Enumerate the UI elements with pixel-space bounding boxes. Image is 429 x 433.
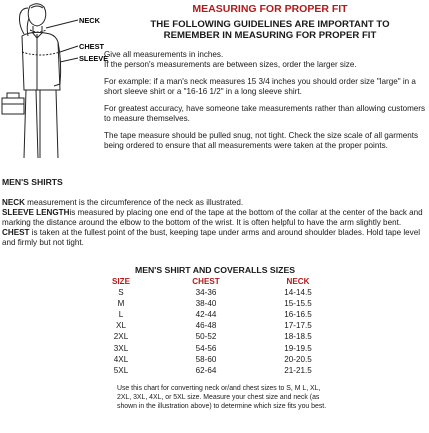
size-table-title: MEN'S SHIRT AND COVERALLS SIZES — [134, 265, 296, 275]
table-row — [88, 354, 338, 365]
table-row — [88, 331, 338, 342]
section-title: MEN'S SHIRTS — [2, 177, 63, 187]
neck-label: NECK — [79, 16, 100, 25]
size-chart-note: Use this chart for converting neck or/and chest sizes to S, M L, XL, 2XL, 3XL, 4XL, or 5XL size. Measure your chest size and neck (as shown in the illustration above) to determine which size fits you best. — [117, 385, 327, 410]
size-table-header-row — [88, 276, 338, 287]
neck-cell: 18-18.5 — [284, 332, 312, 342]
size-cell: S — [118, 288, 124, 298]
neck-cell: 20-20.5 — [284, 354, 312, 364]
chest-cell: 50-52 — [195, 332, 217, 342]
subtitle-line-2: REMEMBER IN MEASURING FOR PROPER FIT — [163, 30, 377, 41]
measurement-illustration — [0, 0, 109, 160]
definition-term: SLEEVE LENGTH — [2, 208, 70, 217]
chest-cell: 58-60 — [195, 354, 217, 364]
size-table — [88, 276, 338, 376]
table-row — [88, 298, 338, 309]
neck-cell: 21-21.5 — [284, 365, 312, 375]
guidelines — [104, 50, 426, 158]
definitions — [2, 198, 427, 248]
chest-label: CHEST — [79, 42, 105, 51]
size-cell: XL — [116, 321, 126, 331]
definition-neck — [2, 198, 427, 208]
chest-cell: 62-64 — [195, 365, 217, 375]
size-cell: 3XL — [113, 343, 129, 353]
definition-text: is taken at the fullest point of the bust, keeping tape under arms and around shoulder blades. Hold tape level and firmly but not tight. — [2, 228, 420, 247]
chest-cell: 46-48 — [195, 321, 217, 331]
chest-cell: 34-36 — [195, 288, 217, 298]
size-cell: L — [118, 310, 124, 320]
guideline-paragraph: For greatest accuracy, have someone take measurements rather than allowing customers to measure themselves. — [104, 104, 426, 123]
size-cell: 2XL — [113, 332, 129, 342]
table-row — [88, 342, 338, 353]
header-neck: NECK — [286, 277, 310, 286]
subtitle-line-1: THE FOLLOWING GUIDELINES ARE IMPORTANT TO — [150, 19, 390, 30]
sleeve-label: SLEEVE — [79, 54, 109, 63]
size-cell: M — [117, 299, 125, 309]
definition-text: is measured by placing one end of the tape at the bottom of the collar at the center of the back and marking the distance around the elbow to the bottom of the wrist. It is often helpful to have the arm slightly bent. — [2, 208, 423, 227]
table-row — [88, 309, 338, 320]
definition-term: NECK — [2, 198, 25, 207]
definition-text: measurement is the circumference of the neck as illustrated. — [24, 198, 244, 207]
definition-sleeve — [2, 208, 427, 228]
definition-term: CHEST — [2, 228, 30, 237]
guideline-paragraph: Give all measurements in inches. If the person's measurements are between sizes, order the larger size. — [104, 50, 357, 69]
table-row — [88, 320, 338, 331]
table-row — [88, 287, 338, 298]
chest-cell: 42-44 — [195, 310, 217, 320]
header-size: SIZE — [112, 277, 130, 286]
header-chest: CHEST — [192, 277, 220, 286]
page-subtitle — [120, 19, 420, 41]
guideline-paragraph: For example: if a man's neck measures 15 3/4 inches you should order size "large" in a short sleeve shirt or a "16-16 1/2" in a long sleeve shirt. — [104, 77, 416, 96]
table-row — [88, 365, 338, 376]
neck-cell: 14-14.5 — [284, 288, 312, 298]
size-cell: 5XL — [113, 365, 129, 375]
size-cell: 4XL — [113, 354, 129, 364]
neck-cell: 17-17.5 — [284, 321, 312, 331]
definition-chest — [2, 228, 427, 248]
chest-cell: 54-56 — [195, 343, 217, 353]
neck-cell: 16-16.5 — [284, 310, 312, 320]
neck-cell: 15-15.5 — [284, 299, 312, 309]
chest-cell: 38-40 — [195, 299, 217, 309]
guideline-paragraph: The tape measure should be pulled snug, not tight. Check the size scale of all garments being ordered to ensure that all measurements were taken at the proper points. — [104, 131, 419, 150]
page-title: MEASURING FOR PROPER FIT — [192, 3, 348, 15]
neck-cell: 19-19.5 — [284, 343, 312, 353]
